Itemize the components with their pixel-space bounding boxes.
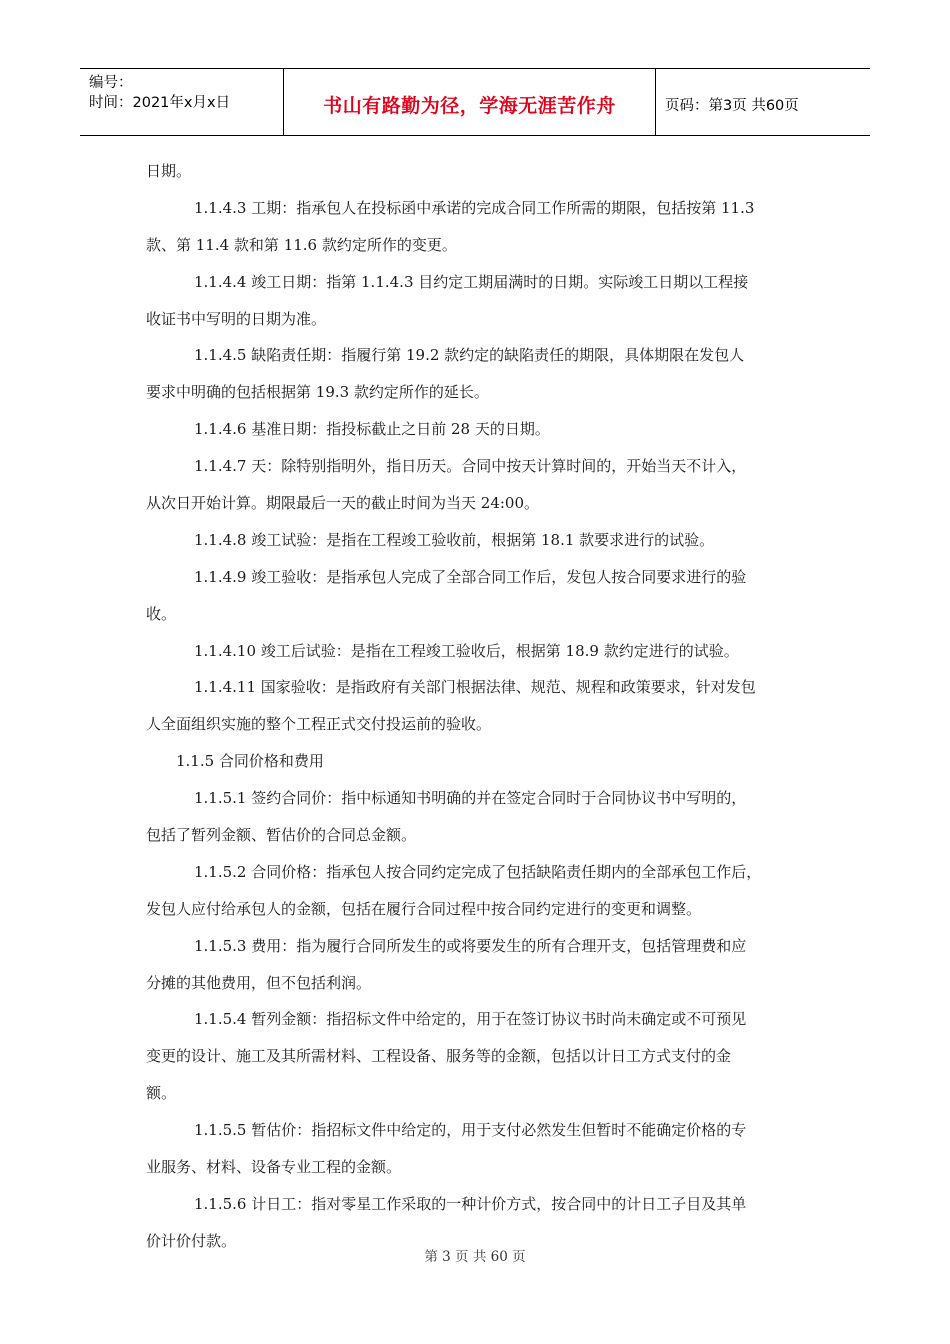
text-line: 日期。 <box>146 162 192 180</box>
header-motto-cell <box>283 69 656 135</box>
footer-page-number: 第 3 页 共 60 页 <box>424 1249 526 1265</box>
text-line: 1.1.4.6 基准日期：指投标截止之日前 28 天的日期。 <box>194 420 550 439</box>
text-line: 1.1.4.11 国家验收：是指政府有关部门根据法律、规范、规程和政策要求，针对发包 <box>194 678 756 697</box>
document-body <box>146 158 808 1265</box>
text-line: 1.1.4.8 竣工试验：是指在工程竣工验收前，根据第 18.1 款要求进行的试验。 <box>194 530 715 549</box>
text-line: 价计价付款。 <box>146 1231 237 1250</box>
text-line: 额。 <box>146 1084 177 1103</box>
text-line: 分摊的其他费用，但不包括利润。 <box>146 973 372 992</box>
text-line: 变更的设计、施工及其所需材料、工程设备、服务等的金额，包括以计日工方式支付的金 <box>146 1047 732 1066</box>
header-page-cell <box>656 69 870 135</box>
text-line: 1.1.5.1 签约合同价：指中标通知书明确的并在签定合同时于合同协议书中写明的， <box>194 789 747 808</box>
text-line: 业服务、材料、设备专业工程的金额。 <box>146 1158 402 1177</box>
text-line: 包括了暂列金额、暂估价的合同总金额。 <box>146 826 417 845</box>
text-line: 发包人应付给承包人的金额，包括在履行合同过程中按合同约定进行的变更和调整。 <box>146 899 702 918</box>
page-header <box>80 68 870 136</box>
text-line: 1.1.4.9 竣工验收：是指承包人完成了全部合同工作后，发包人按合同要求进行的验 <box>194 567 747 586</box>
text-line: 1.1.4.7 天：除特别指明外，指日历天。合同中按天计算时间的，开始当天不计入， <box>194 457 747 476</box>
text-line: 1.1.4.4 竣工日期：指第 1.1.4.3 目约定工期届满时的日期。实际竣工日期以工程接 <box>194 272 749 291</box>
text-line: 1.1.5.6 计日工：指对零星工作采取的一种计价方式，按合同中的计日工子目及其单 <box>194 1194 747 1213</box>
doc-time-label: 时间：2021年x月x日 <box>89 95 231 111</box>
text-line: 收。 <box>146 604 177 623</box>
header-motto: 书山有路勤为径，学海无涯苦作舟 <box>323 94 616 117</box>
text-line: 1.1.5.3 费用：指为履行合同所发生的或将要发生的所有合理开支，包括管理费和应 <box>194 936 747 955</box>
text-line: 1.1.5.2 合同价格：指承包人按合同约定完成了包括缺陷责任期内的全部承包工作后， <box>194 862 762 881</box>
header-page-label: 页码：第3页 共60页 <box>665 97 799 114</box>
doc-number-label: 编号： <box>89 75 133 91</box>
text-line: 收证书中写明的日期为准。 <box>146 309 327 328</box>
text-line: 1.1.4.10 竣工后试验：是指在工程竣工验收后，根据第 18.9 款约定进行的试验。 <box>194 641 739 660</box>
page-footer <box>0 1245 950 1265</box>
section-heading: 1.1.5 合同价格和费用 <box>176 752 324 771</box>
text-line: 从次日开始计算。期限最后一天的截止时间为当天 24:00。 <box>146 494 539 513</box>
header-meta <box>80 69 283 135</box>
text-line: 1.1.4.3 工期：指承包人在投标函中承诺的完成合同工作所需的期限，包括按第 11.3 <box>194 198 755 217</box>
text-line: 1.1.4.5 缺陷责任期：指履行第 19.2 款约定的缺陷责任的期限，具体期限在发包人 <box>194 346 745 365</box>
text-line: 款、第 11.4 款和第 11.6 款约定所作的变更。 <box>146 235 457 254</box>
text-line: 要求中明确的包括根据第 19.3 款约定所作的延长。 <box>146 383 489 402</box>
text-line: 1.1.5.4 暂列金额：指招标文件中给定的，用于在签订协议书时尚未确定或不可预见 <box>194 1010 747 1029</box>
text-line: 人全面组织实施的整个工程正式交付投运前的验收。 <box>146 715 492 734</box>
text-line: 1.1.5.5 暂估价：指招标文件中给定的，用于支付必然发生但暂时不能确定价格的专 <box>194 1121 747 1140</box>
